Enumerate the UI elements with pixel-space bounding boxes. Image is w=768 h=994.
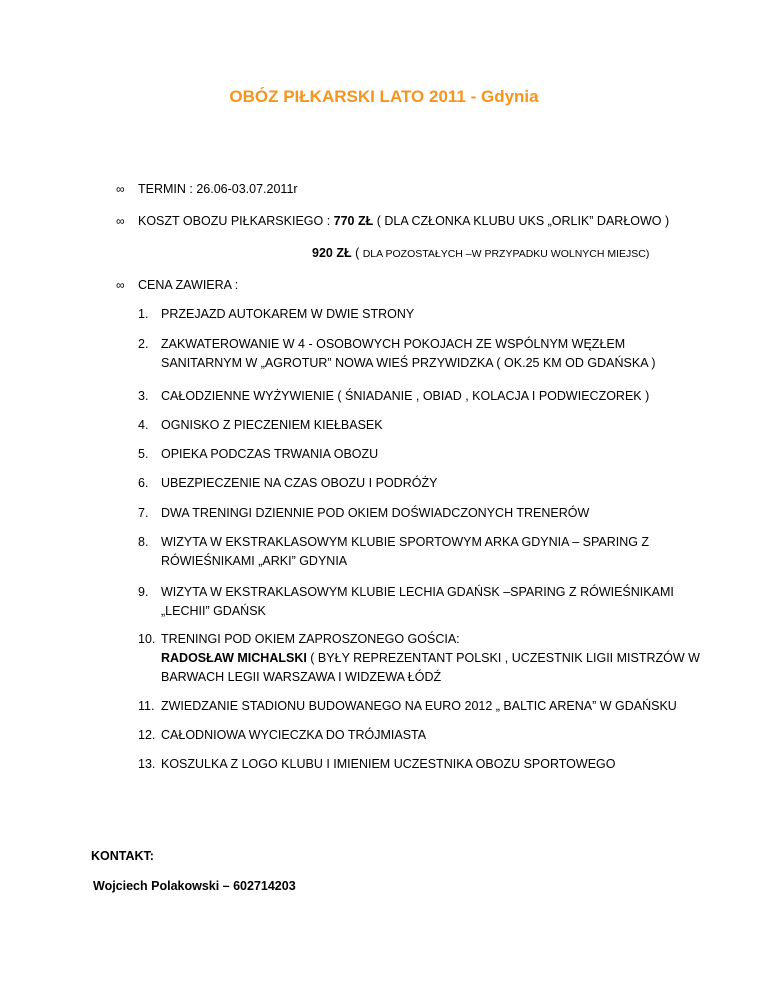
- list-item-number: 5.: [138, 447, 149, 461]
- list-item-number: 1.: [138, 307, 149, 321]
- infinity-bullet-icon: ∞: [116, 182, 125, 196]
- termin-text: TERMIN : 26.06-03.07.2011r: [138, 182, 298, 196]
- list-item-line: ( BYŁY REPREZENTANT POLSKI , UCZESTNIK LIGII MISTRZÓW W: [306, 651, 700, 665]
- list-item-line: TRENINGI POD OKIEM ZAPROSZONEGO GOŚCIA:: [161, 632, 460, 646]
- list-item-line: ZAKWATEROWANIE W 4 - OSOBOWYCH POKOJACH ZE WSPÓLNYM WĘZŁEM: [161, 337, 626, 351]
- list-item-number: 11.: [138, 699, 155, 713]
- koszt-price-other: 920 ZŁ: [312, 246, 352, 260]
- list-item-number: 3.: [138, 389, 149, 403]
- list-item-number: 2.: [138, 337, 149, 351]
- bullet-koszt: [116, 212, 736, 230]
- infinity-bullet-icon: ∞: [116, 278, 125, 292]
- list-item-text: ZWIEDZANIE STADIONU BUDOWANEGO NA EURO 2012 „ BALTIC ARENA” W GDAŃSKU: [161, 699, 677, 713]
- koszt-note-other: DLA POZOSTAŁYCH –W PRZYPADKU WOLNYCH MIEJSC): [362, 248, 650, 260]
- list-item-text: [161, 583, 736, 621]
- list-item-number: 4.: [138, 418, 149, 432]
- cena-text: CENA ZAWIERA :: [138, 278, 239, 292]
- list-item-number: 9.: [138, 585, 149, 599]
- contact-label: KONTAKT:: [91, 849, 154, 863]
- list-item-text: KOSZULKA Z LOGO KLUBU I IMIENIEM UCZESTNIKA OBOZU SPORTOWEGO: [161, 757, 616, 771]
- koszt-line-other: [312, 244, 649, 263]
- list-item-number: 7.: [138, 506, 149, 520]
- list-item-line: RÓWIEŚNIKAMI „ARKI” GDYNIA: [161, 554, 348, 568]
- list-item-text: DWA TRENINGI DZIENNIE POD OKIEM DOŚWIADCZONYCH TRENERÓW: [161, 506, 590, 520]
- koszt-label: KOSZT OBOZU PIŁKARSKIEGO :: [138, 214, 334, 228]
- list-item-number: 13.: [138, 757, 156, 771]
- list-item-number: 8.: [138, 535, 149, 549]
- list-item-text: [161, 630, 736, 687]
- infinity-bullet-icon: ∞: [116, 214, 125, 228]
- list-item-number: 12.: [138, 728, 156, 742]
- list-item-line: WIZYTA W EKSTRAKLASOWYM KLUBIE LECHIA GDAŃSK –SPARING Z RÓWIEŚNIKAMI: [161, 585, 674, 599]
- list-item-text: [161, 533, 736, 571]
- list-item-number: 6.: [138, 476, 149, 490]
- list-item-text: [161, 335, 736, 373]
- bullet-cena: [116, 276, 736, 294]
- list-item-line: „LECHII” GDAŃSK: [161, 604, 266, 618]
- contact-person: Wojciech Polakowski – 602714203: [93, 879, 296, 893]
- list-item-text: CAŁODNIOWA WYCIECZKA DO TRÓJMIASTA: [161, 728, 427, 742]
- koszt-note-open: (: [351, 246, 363, 260]
- list-item-number: 10.: [138, 632, 156, 646]
- bullet-termin: [116, 180, 736, 198]
- list-item-text: UBEZPIECZENIE NA CZAS OBOZU I PODRÓŻY: [161, 476, 438, 490]
- list-item-line: SANITARNYM W „AGROTUR” NOWA WIEŚ PRZYWIDZKA ( OK.25 KM OD GDAŃSKA ): [161, 356, 656, 370]
- koszt-price-member: 770 ZŁ: [333, 214, 374, 228]
- page-title: OBÓZ PIŁKARSKI LATO 2011 - Gdynia: [229, 87, 539, 106]
- list-item-line: WIZYTA W EKSTRAKLASOWYM KLUBIE SPORTOWYM ARKA GDYNIA – SPARING Z: [161, 535, 650, 549]
- guest-name: RADOSŁAW MICHALSKI: [161, 651, 307, 665]
- list-item-text: PRZEJAZD AUTOKAREM W DWIE STRONY: [161, 307, 415, 321]
- list-item-text: OPIEKA PODCZAS TRWANIA OBOZU: [161, 447, 379, 461]
- list-item-text: OGNISKO Z PIECZENIEM KIEŁBASEK: [161, 418, 383, 432]
- koszt-line: [138, 212, 669, 230]
- list-item-line: BARWACH LEGII WARSZAWA I WIDZEWA ŁÓDŹ: [161, 670, 442, 684]
- koszt-note-member: ( DLA CZŁONKA KLUBU UKS „ORLIK” DARŁOWO ): [373, 214, 670, 228]
- list-item-text: CAŁODZIENNE WYŻYWIENIE ( ŚNIADANIE , OBIAD , KOLACJA I PODWIECZOREK ): [161, 389, 650, 403]
